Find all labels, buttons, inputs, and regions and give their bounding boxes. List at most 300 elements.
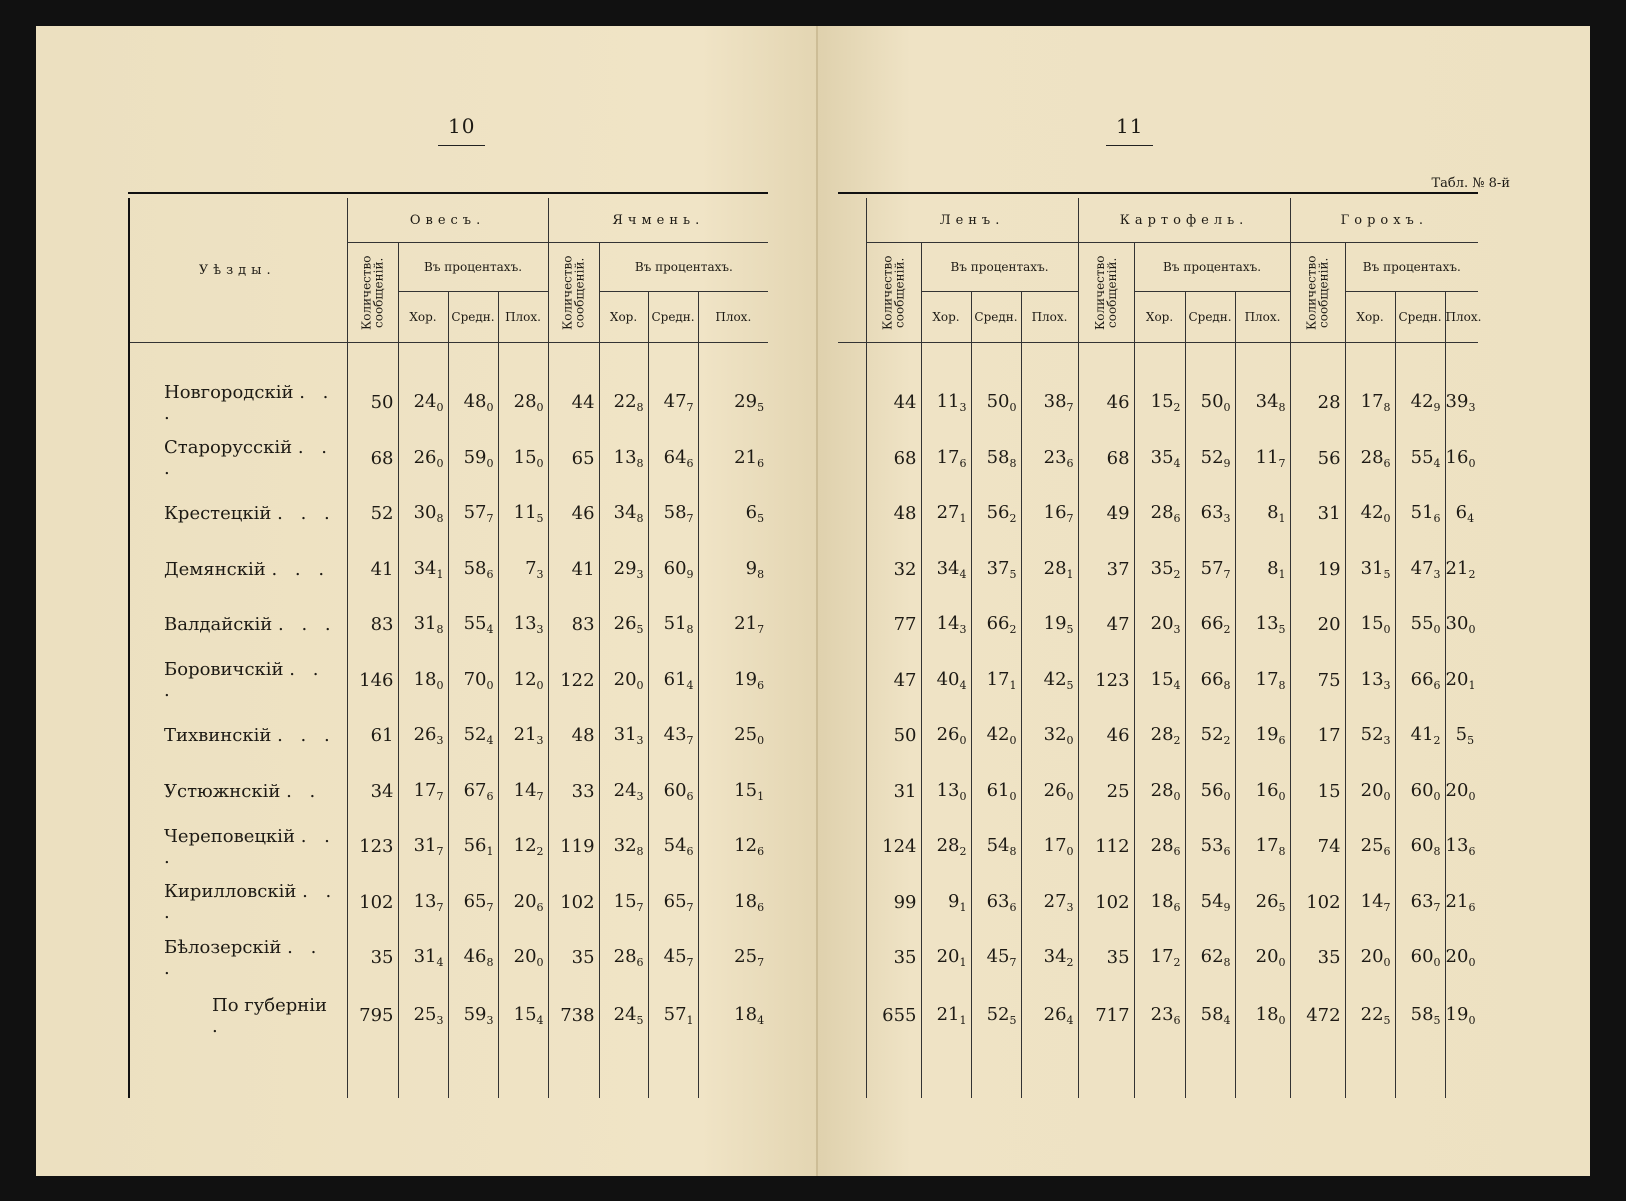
value-cell: $31_5$ [1345,542,1395,598]
value-cell: $57_1$ [648,986,698,1046]
value-cell: $11_5$ [498,486,548,542]
value-cell: $16_0$ [1235,764,1290,820]
value-cell: $14_7$ [498,764,548,820]
value-cell: $6_5$ [698,486,768,542]
district-name [128,764,347,820]
value-cell: $42_5$ [1021,653,1078,709]
value-cell: $20_0$ [1345,764,1395,820]
value-cell: $63_3$ [1185,486,1235,542]
value-cell: $54_8$ [971,819,1021,875]
value-cell: $17_6$ [921,431,971,487]
table-row [838,375,1478,431]
table-row [128,542,768,598]
value-cell: $26_3$ [398,708,448,764]
table-row [128,486,768,542]
value-cell: $17_8$ [1235,653,1290,709]
value-cell: $8_1$ [1235,542,1290,598]
value-cell: $14_3$ [921,597,971,653]
value-cell: $30_8$ [398,486,448,542]
value-cell: $31_4$ [398,930,448,986]
value-cell: $57_7$ [1185,542,1235,598]
value-cell: $20_1$ [921,930,971,986]
district-label: Боровичскій [164,659,284,681]
value-cell: $28_1$ [1021,542,1078,598]
district-name [128,542,347,598]
value-cell: $16_0$ [1445,431,1478,487]
district-name [838,930,866,986]
value-cell: $26_0$ [398,431,448,487]
value-cell: $58_5$ [1395,986,1445,1046]
value-cell: $57_7$ [448,486,498,542]
subcol-good: Хор. [398,292,448,343]
value-cell: 33 [548,764,599,820]
value-cell: $34_1$ [398,542,448,598]
value-cell: 122 [548,653,599,709]
value-cell: 34 [347,764,398,820]
value-cell: $60_9$ [648,542,698,598]
total-row [128,986,768,1046]
value-cell: $52_9$ [1185,431,1235,487]
value-cell: 795 [347,986,398,1046]
value-cell: 83 [347,597,398,653]
value-cell: 41 [548,542,599,598]
district-label: Кирилловскій [164,881,297,903]
page-number-left: 10 [448,114,476,138]
district-name [128,653,347,709]
value-cell: $58_7$ [648,486,698,542]
value-cell: 50 [866,708,921,764]
value-cell: $20_0$ [1445,930,1478,986]
value-cell: $56_1$ [448,819,498,875]
value-cell: $18_0$ [398,653,448,709]
value-cell: $46_8$ [448,930,498,986]
value-cell: 738 [548,986,599,1046]
value-cell: $45_7$ [971,930,1021,986]
district-name [128,597,347,653]
value-cell: $32_0$ [1021,708,1078,764]
table-row [128,708,768,764]
district-label: Тихвинскій [164,725,272,747]
value-cell: $11_3$ [921,375,971,431]
leader-dots: . . . [278,614,337,636]
value-cell: $20_0$ [599,653,648,709]
subcol-bad: Плох. [1021,292,1078,343]
district-label: По губерніи [212,994,328,1016]
percent-header: Въ процентахъ. [1345,243,1478,292]
value-cell: $23_6$ [1134,986,1185,1046]
district-name [128,431,347,487]
table-row [838,597,1478,653]
value-cell: $51_8$ [648,597,698,653]
value-cell: $56_2$ [971,486,1021,542]
value-cell: $13_3$ [1345,653,1395,709]
value-cell: $24_3$ [599,764,648,820]
value-cell: 31 [866,764,921,820]
value-cell: $42_0$ [971,708,1021,764]
value-cell: $60_0$ [1395,764,1445,820]
group-header-oats: Овесъ. [347,198,548,243]
subcol-bad: Плох. [698,292,768,343]
value-cell: $17_1$ [971,653,1021,709]
district-name [838,597,866,653]
percent-header: Въ процентахъ. [921,243,1078,292]
value-cell: $13_6$ [1445,819,1478,875]
percent-header: Въ процентахъ. [599,243,768,292]
table-row [128,819,768,875]
value-cell: $66_8$ [1185,653,1235,709]
value-cell: $15_4$ [498,986,548,1046]
value-cell: $14_7$ [1345,875,1395,931]
value-cell: 25 [1078,764,1134,820]
subcol-good: Хор. [1134,292,1185,343]
district-name [128,930,347,986]
leader-dots: . . . [164,936,323,979]
value-cell: $28_0$ [1134,764,1185,820]
value-cell: $21_1$ [921,986,971,1046]
value-cell: $19_5$ [1021,597,1078,653]
percent-header: Въ процентахъ. [1134,243,1290,292]
table-row [128,875,768,931]
value-cell: $22_5$ [1345,986,1395,1046]
value-cell: $17_7$ [398,764,448,820]
uezd-header: Уѣзды. [128,198,347,343]
table-row [128,653,768,709]
district-label: Устюжнскій [164,780,281,802]
value-cell: 28 [1290,375,1345,431]
value-cell: $60_6$ [648,764,698,820]
value-cell: 48 [548,708,599,764]
value-cell: $12_2$ [498,819,548,875]
left-data-table [128,198,768,1098]
value-cell: 102 [1290,875,1345,931]
district-name [838,708,866,764]
value-cell: $13_3$ [498,597,548,653]
leader-dots: . . . [277,503,336,525]
table-row [838,819,1478,875]
value-cell: 49 [1078,486,1134,542]
table-row [838,431,1478,487]
value-cell: $39_3$ [1445,375,1478,431]
district-label: Череповецкій [164,825,295,847]
value-cell: 44 [548,375,599,431]
value-cell: $25_0$ [698,708,768,764]
subcol-medium: Средн. [448,292,498,343]
value-cell: 102 [1078,875,1134,931]
count-header: Количество сообщеній. [347,243,398,343]
table-row [838,930,1478,986]
table-row [838,875,1478,931]
value-cell: 65 [548,431,599,487]
right-data-table [838,198,1482,1098]
value-cell: $28_2$ [921,819,971,875]
value-cell: $55_4$ [1395,431,1445,487]
value-cell: 50 [347,375,398,431]
blank-header [838,198,866,343]
value-cell: $21_6$ [698,431,768,487]
total-row [838,986,1478,1046]
district-name [838,542,866,598]
leader-dots: . . [286,780,322,802]
table-row [128,375,768,431]
value-cell: $70_0$ [448,653,498,709]
value-cell: $19_6$ [1235,708,1290,764]
value-cell: $65_7$ [648,875,698,931]
value-cell: $29_5$ [698,375,768,431]
value-cell: $20_1$ [1445,653,1478,709]
value-cell: $15_0$ [1345,597,1395,653]
value-cell: 472 [1290,986,1345,1046]
district-name [128,875,347,931]
value-cell: $58_4$ [1185,986,1235,1046]
district-name [838,375,866,431]
value-cell: 52 [347,486,398,542]
value-cell: $22_8$ [599,375,648,431]
district-label: Крестецкій [164,503,272,525]
value-cell: $63_7$ [1395,875,1445,931]
value-cell: $23_6$ [1021,431,1078,487]
subcol-medium: Средн. [1185,292,1235,343]
value-cell: 146 [347,653,398,709]
value-cell: $53_6$ [1185,819,1235,875]
group-header-barley: Ячмень. [548,198,768,243]
value-cell: $17_8$ [1235,819,1290,875]
value-cell: 99 [866,875,921,931]
right-page [818,26,1590,1176]
value-cell: $63_6$ [971,875,1021,931]
value-cell: $58_6$ [448,542,498,598]
value-cell: $15_7$ [599,875,648,931]
value-cell: $21_7$ [698,597,768,653]
value-cell: 47 [866,653,921,709]
value-cell: $18_0$ [1235,986,1290,1046]
value-cell: $31_8$ [398,597,448,653]
value-cell: 56 [1290,431,1345,487]
district-name [128,819,347,875]
value-cell: 31 [1290,486,1345,542]
value-cell: $28_6$ [1345,431,1395,487]
value-cell: $30_0$ [1445,597,1478,653]
value-cell: 20 [1290,597,1345,653]
value-cell: 35 [866,930,921,986]
district-name [838,486,866,542]
value-cell: $28_6$ [1134,819,1185,875]
value-cell: 35 [548,930,599,986]
value-cell: $21_2$ [1445,542,1478,598]
value-cell: $35_4$ [1134,431,1185,487]
value-cell: $56_0$ [1185,764,1235,820]
table-row [128,597,768,653]
value-cell: 119 [548,819,599,875]
value-cell: $9_8$ [698,542,768,598]
value-cell: 717 [1078,986,1134,1046]
subcol-medium: Средн. [971,292,1021,343]
district-name [838,875,866,931]
group-header-peas: Горохъ. [1290,198,1478,243]
table-label: Табл. № 8-й [1431,176,1510,191]
count-header: Количество сообщеній. [1290,243,1345,343]
value-cell: 37 [1078,542,1134,598]
value-cell: 83 [548,597,599,653]
value-cell: $66_6$ [1395,653,1445,709]
district-label: Валдайскій [164,614,273,636]
value-cell: 46 [1078,708,1134,764]
value-cell: $52_2$ [1185,708,1235,764]
value-cell: 35 [347,930,398,986]
percent-header: Въ процентахъ. [398,243,548,292]
value-cell: $20_0$ [1235,930,1290,986]
value-cell: $24_0$ [398,375,448,431]
subcol-good: Хор. [921,292,971,343]
value-cell: $25_6$ [1345,819,1395,875]
subcol-good: Хор. [599,292,648,343]
value-cell: $37_5$ [971,542,1021,598]
page-number-right: 11 [1116,114,1144,138]
count-header: Количество сообщеній. [548,243,599,343]
leader-dots: . . . [164,825,336,868]
value-cell: $15_4$ [1134,653,1185,709]
subcol-medium: Средн. [648,292,698,343]
district-label: Демянскій [164,558,266,580]
value-cell: 46 [548,486,599,542]
leader-dots: . . . [164,881,338,924]
value-cell: $61_4$ [648,653,698,709]
value-cell: $18_6$ [698,875,768,931]
value-cell: $38_7$ [1021,375,1078,431]
value-cell: $34_8$ [599,486,648,542]
value-cell: 112 [1078,819,1134,875]
value-cell: $13_0$ [921,764,971,820]
value-cell: $62_8$ [1185,930,1235,986]
value-cell: $59_0$ [448,431,498,487]
value-cell: $34_2$ [1021,930,1078,986]
value-cell: $5_5$ [1445,708,1478,764]
value-cell: 61 [347,708,398,764]
subcol-medium: Средн. [1395,292,1445,343]
subcol-bad: Плох. [1445,292,1478,343]
value-cell: $7_3$ [498,542,548,598]
value-cell: $34_8$ [1235,375,1290,431]
value-cell: $60_8$ [1395,819,1445,875]
group-header-potato: Картофель. [1078,198,1290,243]
value-cell: $67_6$ [448,764,498,820]
table-row [838,486,1478,542]
value-cell: $26_0$ [1021,764,1078,820]
value-cell: $66_2$ [971,597,1021,653]
table-row [128,431,768,487]
value-cell: $54_6$ [648,819,698,875]
district-label: Новгородскій [164,381,294,403]
table-row [128,930,768,986]
value-cell: 35 [1078,930,1134,986]
value-cell: $28_6$ [1134,486,1185,542]
leader-dots: . . . [164,437,334,480]
value-cell: $25_3$ [398,986,448,1046]
table-row [838,542,1478,598]
value-cell: $12_6$ [698,819,768,875]
value-cell: $20_0$ [1445,764,1478,820]
value-cell: $18_4$ [698,986,768,1046]
value-cell: $13_5$ [1235,597,1290,653]
subcol-bad: Плох. [498,292,548,343]
value-cell: $25_7$ [698,930,768,986]
value-cell: 68 [1078,431,1134,487]
district-name [838,764,866,820]
value-cell: $58_8$ [971,431,1021,487]
value-cell: 102 [347,875,398,931]
value-cell: 68 [347,431,398,487]
value-cell: $54_9$ [1185,875,1235,931]
leader-dots: . . . [277,725,336,747]
value-cell: $17_2$ [1134,930,1185,986]
district-name [128,486,347,542]
value-cell: 32 [866,542,921,598]
table-left-rule [128,198,130,1098]
value-cell: $31_7$ [398,819,448,875]
value-cell: $20_0$ [498,930,548,986]
table-top-rule [128,192,768,194]
value-cell: 44 [866,375,921,431]
value-cell: $27_1$ [921,486,971,542]
value-cell: 41 [347,542,398,598]
value-cell: $8_1$ [1235,486,1290,542]
value-cell: $20_6$ [498,875,548,931]
value-cell: 68 [866,431,921,487]
value-cell: $50_0$ [971,375,1021,431]
value-cell: $35_2$ [1134,542,1185,598]
district-name [838,431,866,487]
district-name [128,708,347,764]
district-name [838,986,866,1046]
value-cell: $61_0$ [971,764,1021,820]
value-cell: $26_0$ [921,708,971,764]
district-label: Старорусскій [164,437,293,459]
district-name [128,375,347,431]
value-cell: $18_6$ [1134,875,1185,931]
value-cell: $59_3$ [448,986,498,1046]
table-row [838,653,1478,709]
leader-dots: . [212,1015,224,1037]
value-cell: $13_8$ [599,431,648,487]
value-cell: 77 [866,597,921,653]
value-cell: $15_2$ [1134,375,1185,431]
value-cell: $28_0$ [498,375,548,431]
table-top-rule [838,192,1478,194]
value-cell: $42_9$ [1395,375,1445,431]
value-cell: 35 [1290,930,1345,986]
value-cell: $28_2$ [1134,708,1185,764]
value-cell: $32_8$ [599,819,648,875]
value-cell: $9_1$ [921,875,971,931]
table-row [838,764,1478,820]
value-cell: $55_0$ [1395,597,1445,653]
value-cell: $41_2$ [1395,708,1445,764]
value-cell: $26_5$ [1235,875,1290,931]
value-cell: $47_7$ [648,375,698,431]
leader-dots: . . . [164,381,335,424]
value-cell: $15_0$ [498,431,548,487]
value-cell: 15 [1290,764,1345,820]
value-cell: $13_7$ [398,875,448,931]
value-cell: $20_0$ [1345,930,1395,986]
value-cell: $27_3$ [1021,875,1078,931]
value-cell: 19 [1290,542,1345,598]
subcol-good: Хор. [1345,292,1395,343]
value-cell: $31_3$ [599,708,648,764]
count-header: Количество сообщеній. [1078,243,1134,343]
value-cell: $17_8$ [1345,375,1395,431]
value-cell: 17 [1290,708,1345,764]
leader-dots: . . . [271,558,331,580]
